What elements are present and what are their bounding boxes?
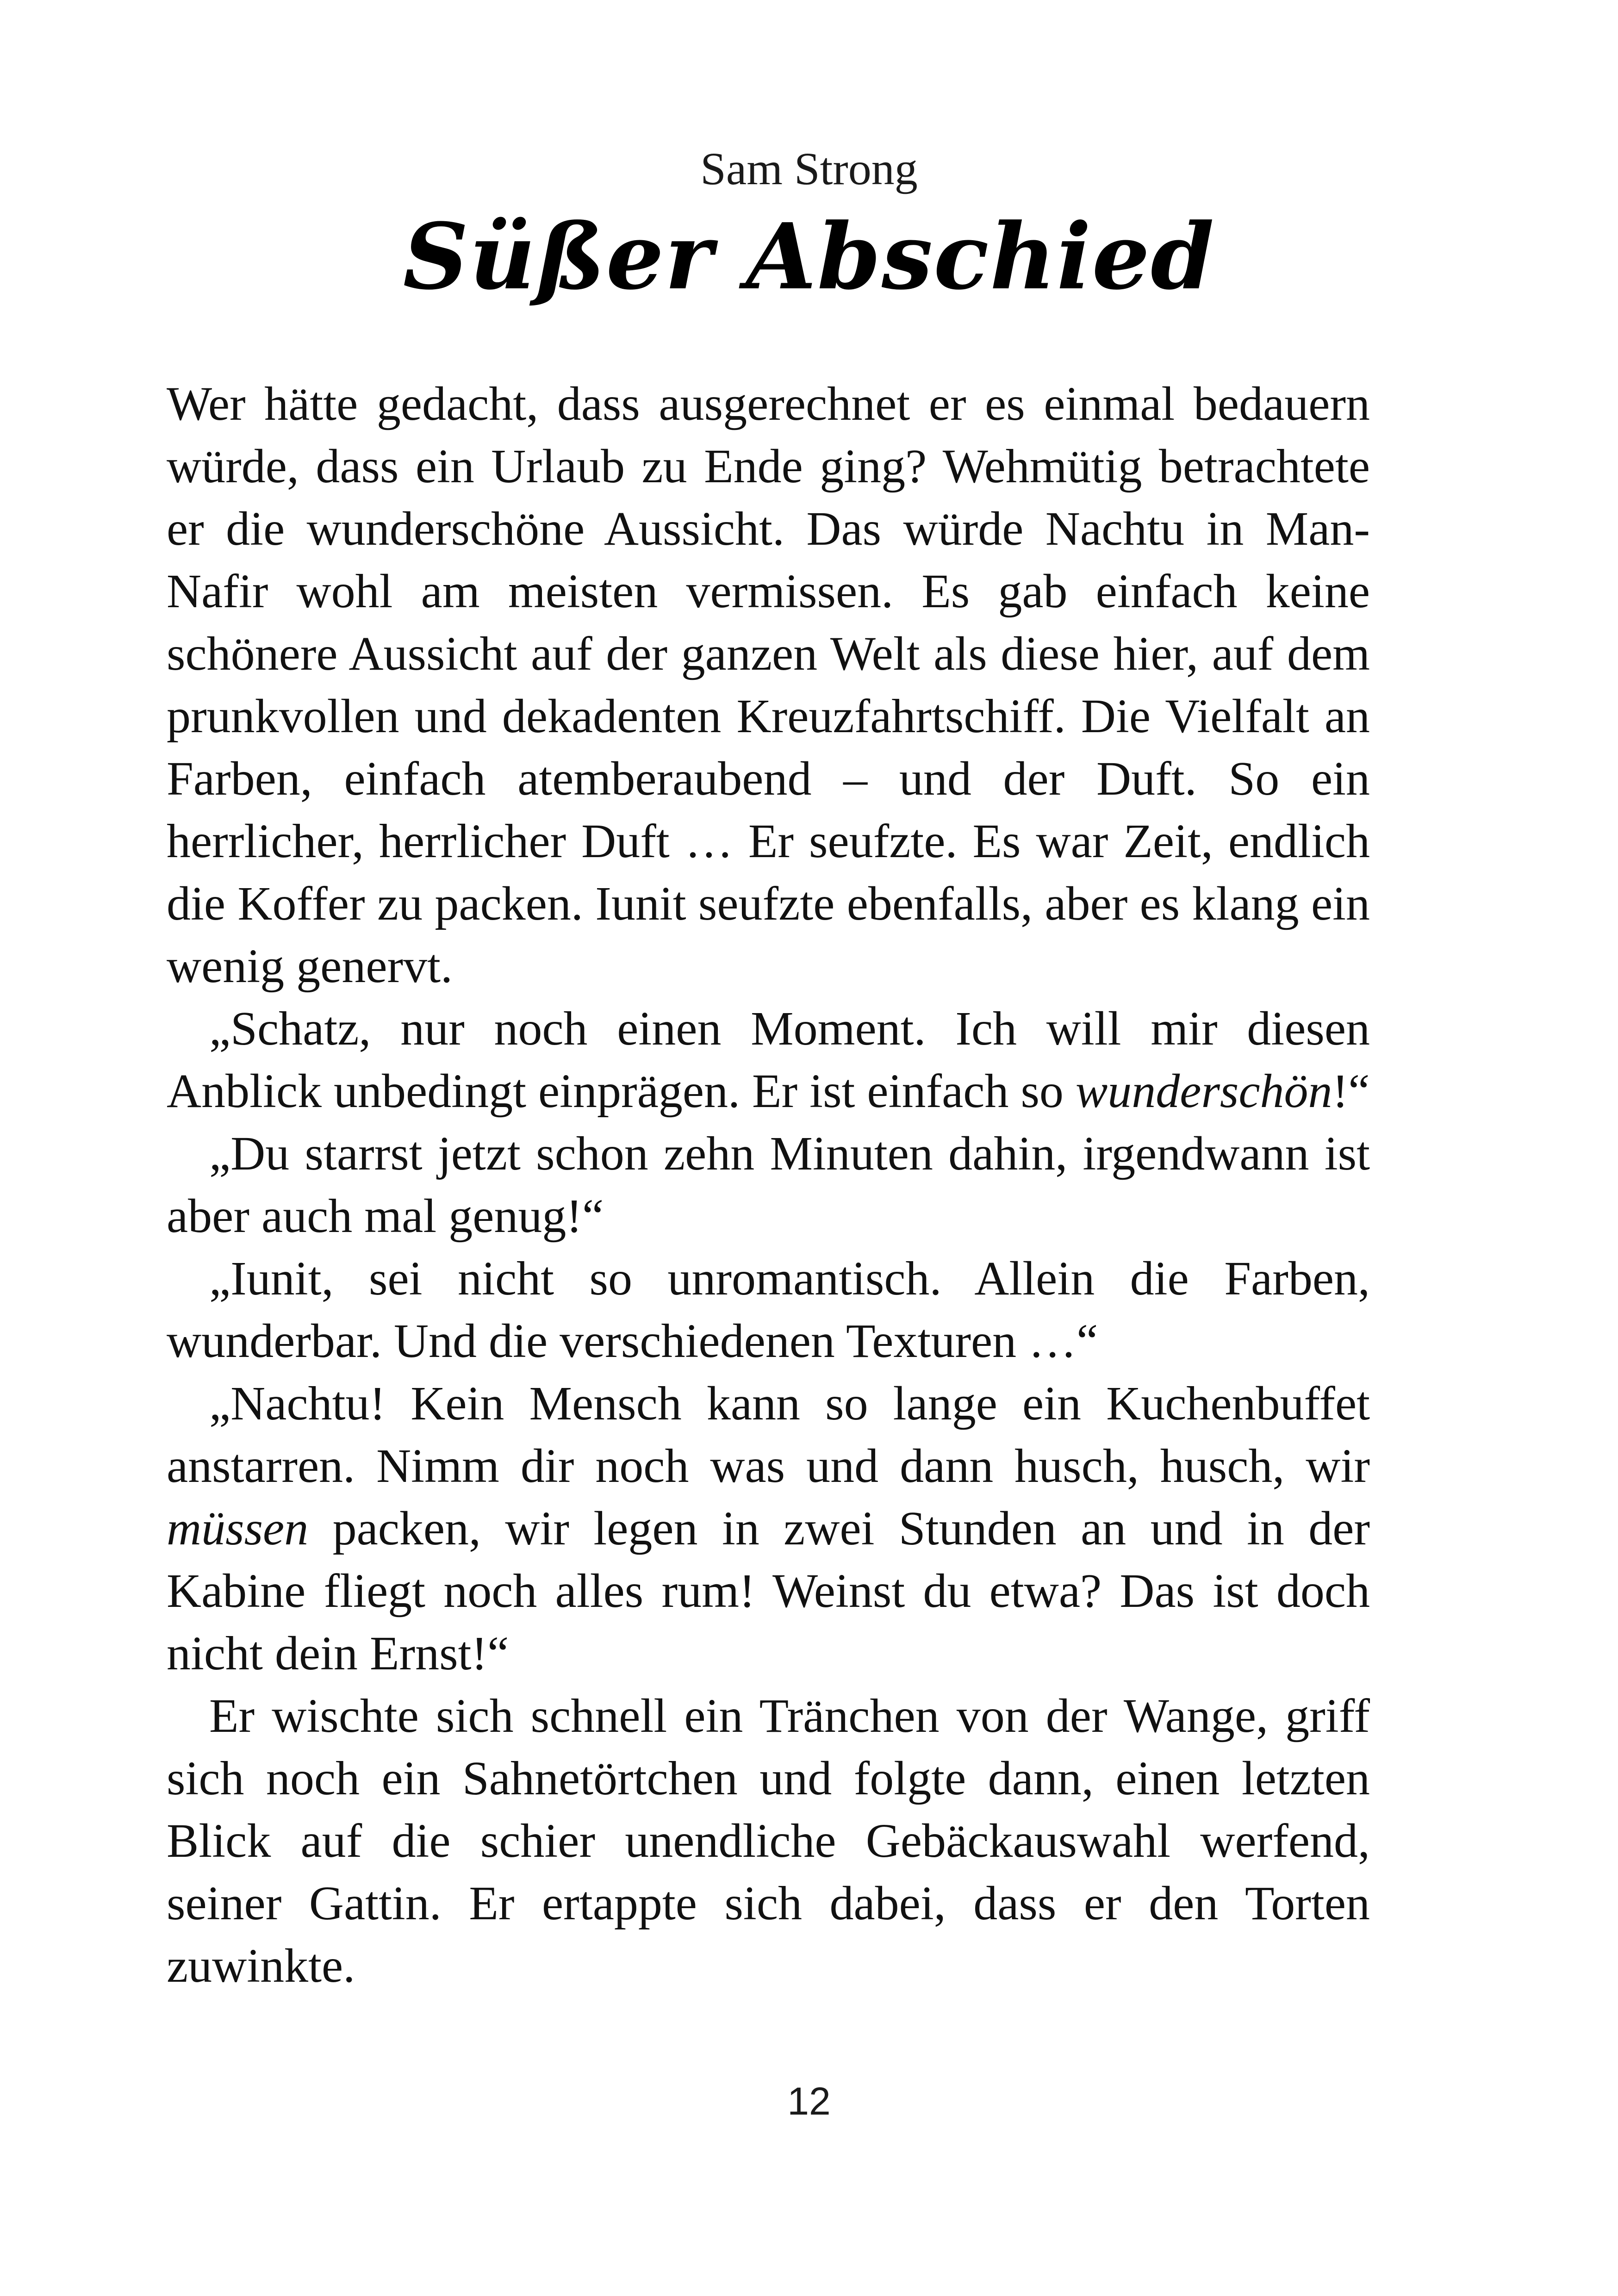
paragraph-6: Er wischte sich schnell ein Tränchen von der Wange, griff sich noch ein Sahnetörtchen und folgte dann, einen letzten Blick auf die schier unendliche Gebäckauswahl werfend, seiner Gattin. Er ertappte sich dabei, dass er den Torten zuwinkte. xyxy=(167,1689,1370,1992)
paragraph-5-end: packen, wir legen in zwei Stunden an und in der Kabine fliegt noch alles rum! Weinst du etwa? Das ist doch nicht dein Ernst!“ xyxy=(167,1502,1370,1680)
paragraph-2-end: !“ xyxy=(1332,1064,1370,1118)
paragraph-3: „Du starrst jetzt schon zehn Minuten dahin, irgendwann ist aber auch mal genug!“ xyxy=(167,1127,1370,1243)
paragraph-4: „Iunit, sei nicht so unromantisch. Allein die Farben, wunderbar. Und die verschiedenen Texturen …“ xyxy=(167,1252,1370,1368)
emphasis-wunderschoen: wunderschön xyxy=(1075,1064,1332,1118)
paragraph-2 xyxy=(167,997,1370,1122)
page-number: 12 xyxy=(787,2079,831,2123)
story-body xyxy=(167,373,1370,1997)
paragraph-2-text: „Schatz, nur noch einen Moment. Ich will mir diesen Anblick unbedingt einprägen. Er ist einfach so xyxy=(167,1002,1370,1118)
paragraph-1: Wer hätte gedacht, dass ausgerechnet er es einmal bedauern würde, dass ein Urlaub zu Ende ging? Wehmütig betrachtete er die wunderschöne Aussicht. Das würde Nachtu in Man-Nafir wohl am meisten vermissen. Es gab einfach keine schönere Aussicht auf der ganzen Welt als diese hier, auf dem prunkvollen und dekadenten Kreuzfahrtschiff. Die Vielfalt an Farben, einfach atemberaubend – und der Duft. So ein herrlicher, herrlicher Duft … Er seufzte. Es war Zeit, endlich die Koffer zu packen. Iunit seufzte ebenfalls, aber es klang ein wenig genervt. xyxy=(167,377,1370,993)
story-title: Süßer Abschied xyxy=(403,204,1215,310)
paragraph-5 xyxy=(167,1372,1370,1685)
author-name: Sam Strong xyxy=(700,143,918,194)
paragraph-5-text: „Nachtu! Kein Mensch kann so lange ein Kuchenbuffet anstarren. Nimm dir noch was und dann husch, husch, wir xyxy=(167,1377,1370,1493)
emphasis-muessen: müssen xyxy=(167,1502,309,1555)
